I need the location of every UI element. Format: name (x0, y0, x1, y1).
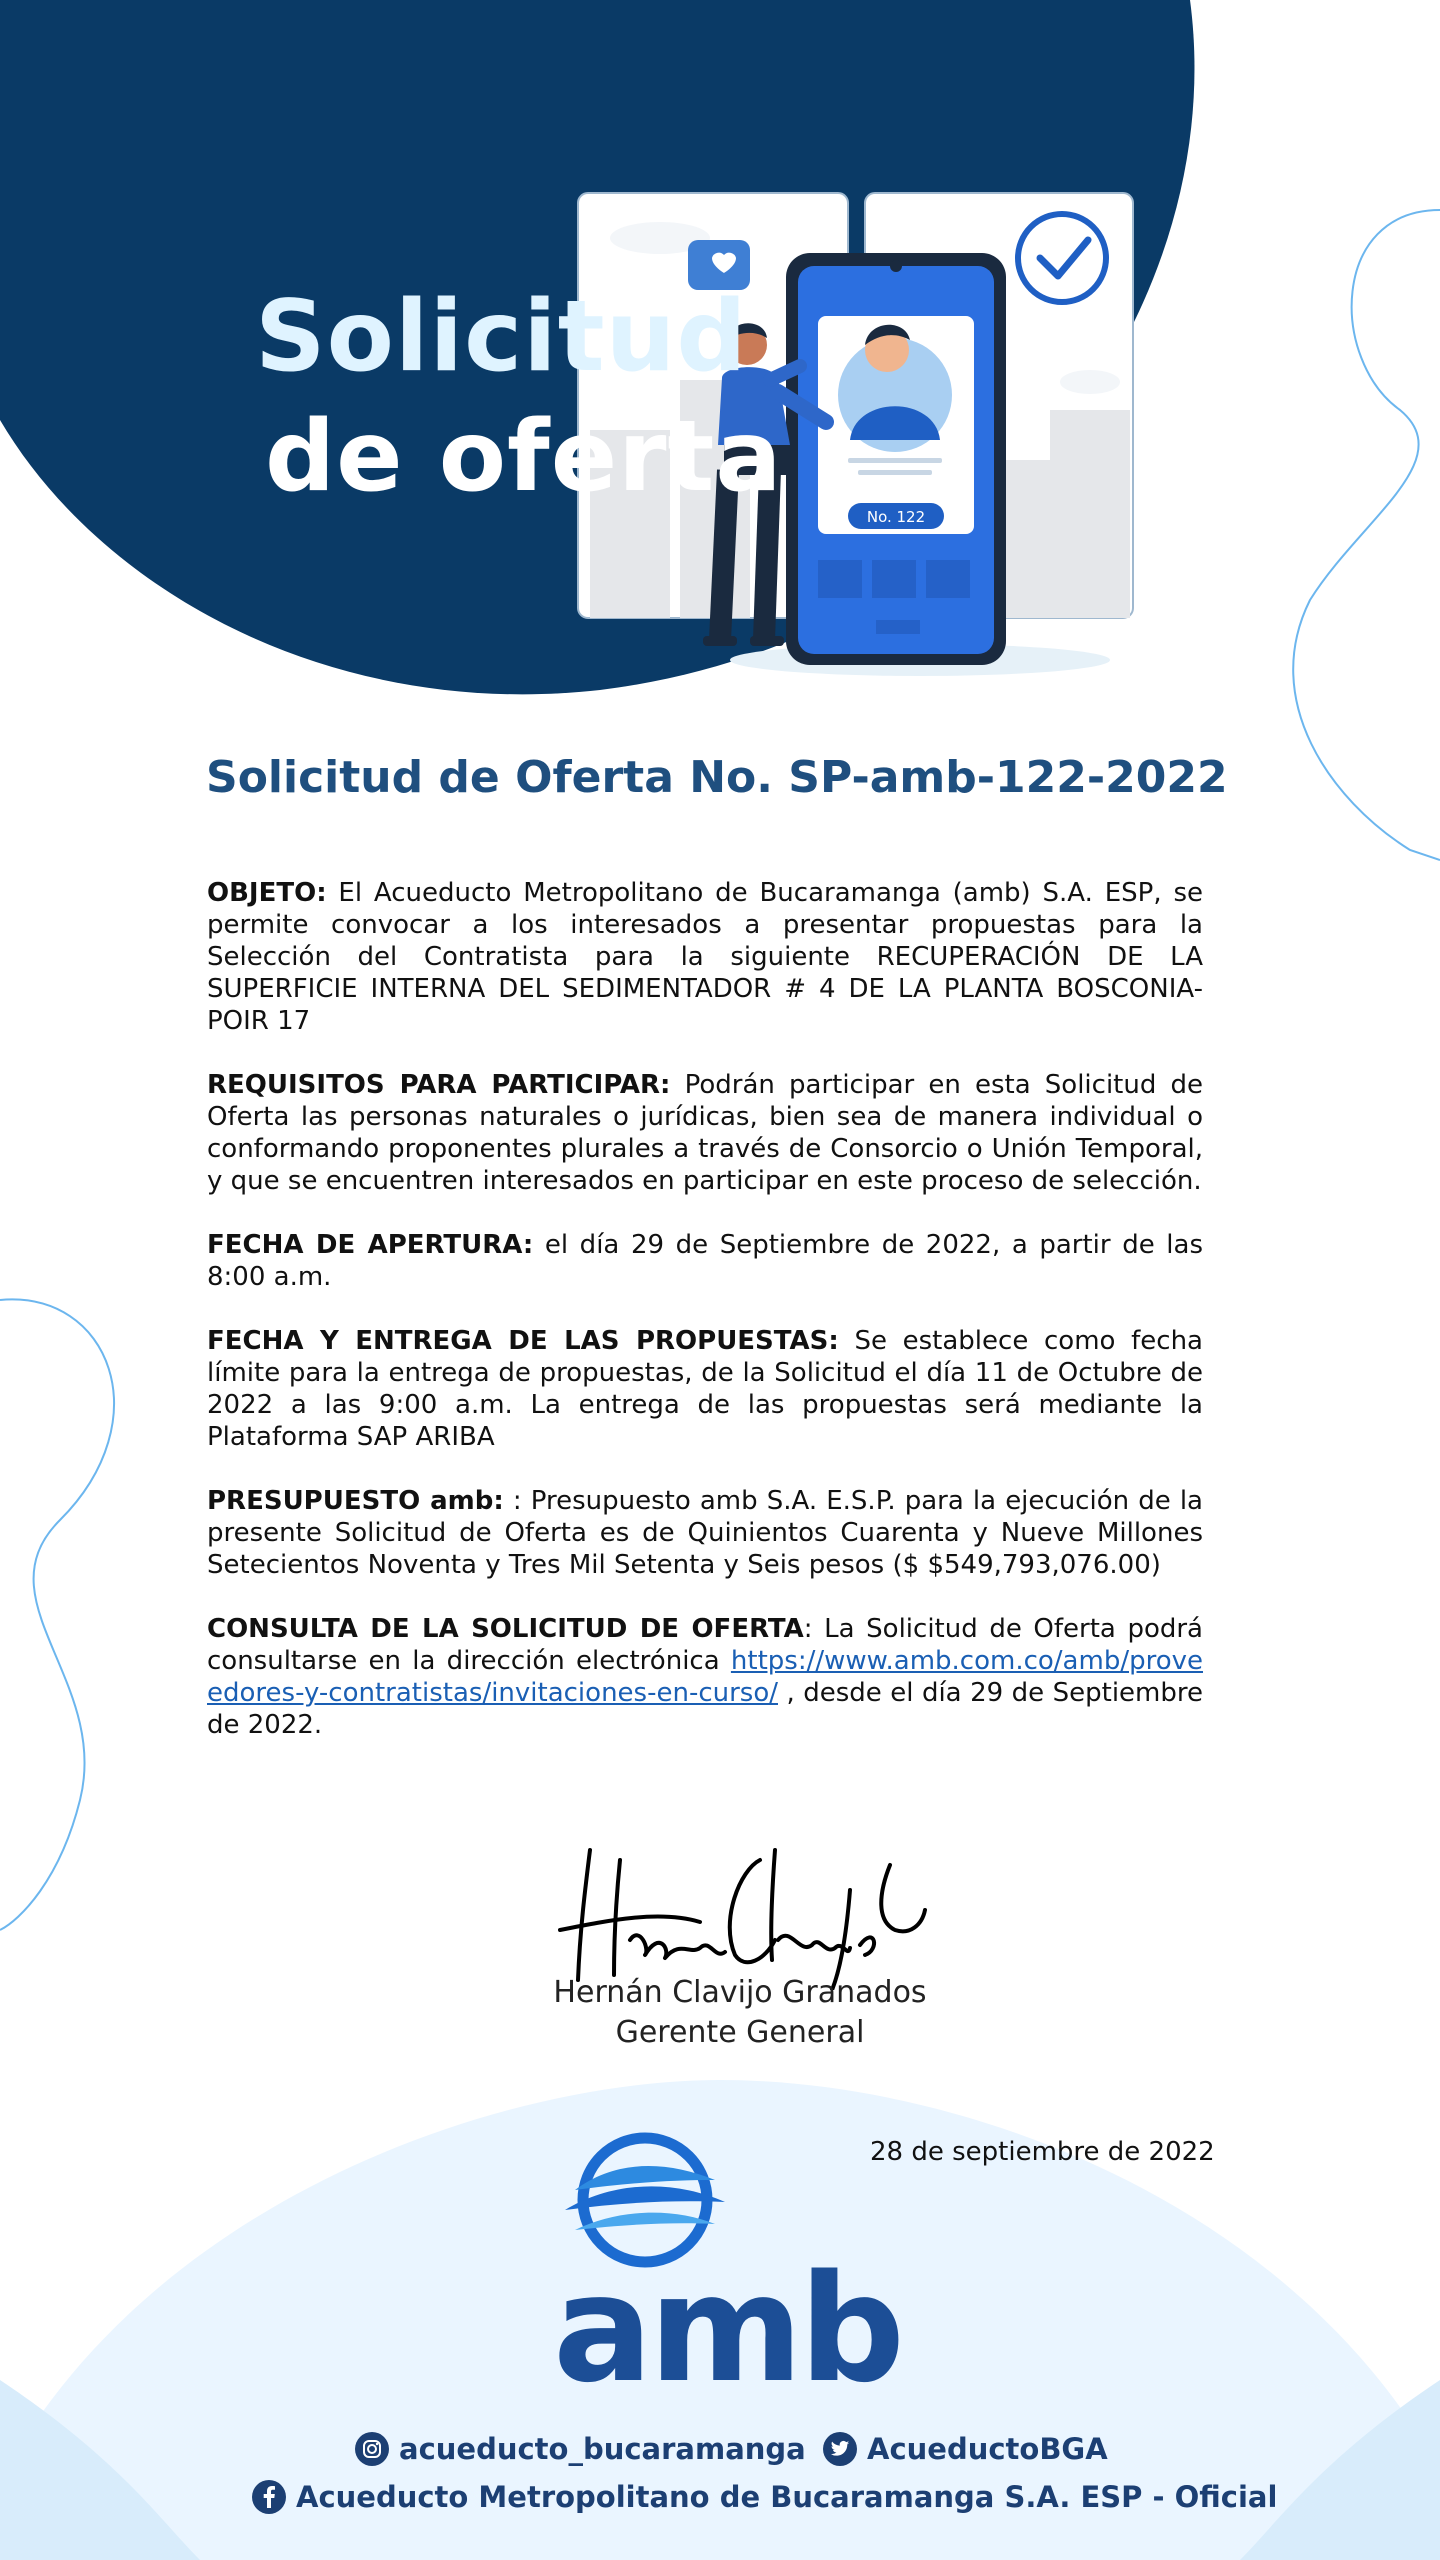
section-text: el día 29 de Septiembre de 2022, a partir de las 8:00 a.m. (207, 1230, 1203, 1292)
section-requisitos (207, 1069, 1203, 1197)
section-label: CONSULTA DE LA SOLICITUD DE OFERTA (207, 1614, 804, 1644)
section-text-after: , desde el día 29 de Septiembre de 2022. (207, 1678, 1203, 1740)
section-presupuesto (207, 1485, 1203, 1581)
consulta-link[interactable]: https://www.amb.com.co/amb/proveedores-y-contratistas/invitaciones-en-curso/ (207, 1646, 1203, 1708)
section-text: Se establece como fecha límite para la entrega de propuestas, de la Solicitud el día 11 de Octubre de 2022 a las 9:00 a.m. La entrega de las propuestas será mediante la Plataforma SAP ARIBA (207, 1326, 1203, 1452)
section-label: FECHA Y ENTREGA DE LAS PROPUESTAS: (207, 1326, 839, 1356)
section-apertura (207, 1229, 1203, 1293)
phone-badge-text: No. 122 (866, 508, 926, 526)
section-objeto (207, 877, 1203, 1037)
section-text: Podrán participar en esta Solicitud de Oferta las personas naturales o jurídicas, bien sea de manera individual o conformando proponentes plurales a través de Consorcio o Unión Temporal, y que se encuentren interesados en participar en este proceso de selección. (207, 1070, 1203, 1196)
handwritten-signature (550, 1830, 930, 1990)
facebook-label: Acueducto Metropolitano de Bucaramanga S.A. ESP - Oficial (296, 2480, 1278, 2514)
section-label: OBJETO: (207, 878, 327, 908)
facebook-icon (252, 2480, 286, 2514)
section-text: El Acueducto Metropolitano de Bucaramanga (amb) S.A. ESP, se permite convocar a los interesados a presentar propuestas para la Selección del Contratista para la siguiente RECUPERACIÓN DE LA SUPERFICIE INTERNA DEL SEDIMENTADOR # 4 DE LA PLANTA BOSCONIA-POIR 17 (207, 878, 1203, 1036)
hero-title-line1: Solicitud (255, 280, 748, 394)
document-body (207, 877, 1203, 1773)
section-text: : La Solicitud de Oferta podrá consultarse en la dirección electrónica (207, 1614, 1203, 1676)
section-entrega (207, 1325, 1203, 1453)
section-label: FECHA DE APERTURA: (207, 1230, 534, 1260)
amb-logo-text: amb (553, 2243, 902, 2415)
twitter-icon (823, 2432, 857, 2466)
section-text: : Presupuesto amb S.A. E.S.P. para la ejecución de la presente Solicitud de Oferta es de Quinientos Cuarenta y Nueve Millones Setecientos Noventa y Tres Mil Setenta y Seis pesos ($ $549,793,076.00) (207, 1486, 1203, 1580)
section-label: PRESUPUESTO amb: (207, 1486, 504, 1516)
document-heading: Solicitud de Oferta No. SP-amb-122-2022 (206, 752, 1228, 803)
signer-role: Gerente General (615, 2015, 865, 2050)
signer-name: Hernán Clavijo Granados (553, 1975, 927, 2010)
instagram-icon (355, 2432, 389, 2466)
instagram-handle[interactable] (355, 2432, 806, 2466)
hero-title-line2: de oferta (265, 400, 783, 514)
twitter-handle[interactable] (823, 2432, 1108, 2466)
section-label: REQUISITOS PARA PARTICIPAR: (207, 1070, 671, 1100)
section-consulta (207, 1613, 1203, 1741)
publication-date: 28 de septiembre de 2022 (870, 2137, 1215, 2167)
facebook-page[interactable] (252, 2480, 1277, 2514)
twitter-label: AcueductoBGA (867, 2432, 1108, 2466)
instagram-label: acueducto_bucaramanga (399, 2432, 806, 2466)
